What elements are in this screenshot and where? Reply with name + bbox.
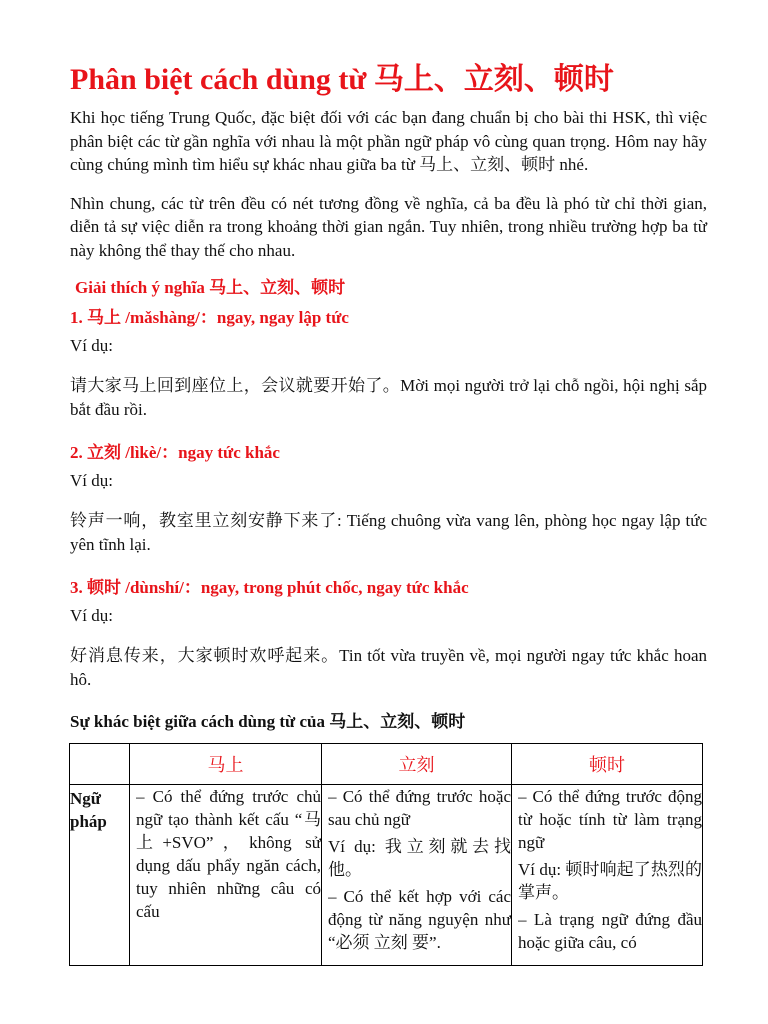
cell-text: – Có thể kết hợp với các động từ năng nguyện như “必须 立刻 要”. [328,887,511,952]
example-sentence: 请大家马上回到座位上，会议就要开始了。Mời mọi người trở lại chỗ ngồi, hội nghị sắp bắt đầu rồi. [70,376,707,419]
comparison-table [69,743,703,966]
table-cell [130,785,322,966]
example-label: Ví dụ: [70,471,113,490]
cell-text: – Có thể đứng trước chủ ngữ tạo thành kết cấu “马上+SVO”，không sử dụng dấu phẩy ngăn cách, tuy nhiên những câu có cấu [136,787,321,921]
row-label-text: Ngữ pháp [70,789,107,831]
example-sentence: 好消息传来，大家顿时欢呼起来。Tin tốt vừa truyền về, mọi người ngay tức khắc hoan hô. [70,646,707,689]
table-header-cell [70,744,130,785]
cell-text: – Có thể đứng trước hoặc sau chủ ngữ [328,787,511,829]
table-header-cell: 马上 [130,744,322,785]
example-label: Ví dụ: [70,606,113,625]
word-heading-like: 2. 立刻 /lìkè/：ngay tức khắc [70,443,280,462]
row-label [70,785,130,966]
page-title: Phân biệt cách dùng từ 马上、立刻、顿时 [70,63,614,96]
table-row [70,785,703,966]
intro-paragraph: Khi học tiếng Trung Quốc, đặc biệt đối với các bạn đang chuẩn bị cho bài thi HSK, thì việc phân biệt các từ gần nghĩa với nhau là một phần ngữ pháp vô cùng quan trọng. Hôm nay hãy cùng chúng mình tìm hiểu sự khác nhau giữa ba từ 马上、立刻、顿时 nhé. [70,108,707,174]
cell-text: – Có thể đứng trước động từ hoặc tính từ làm trạng ngữ [518,787,702,852]
document-body [70,60,707,735]
table-header-cell: 立刻 [322,744,512,785]
summary-paragraph: Nhìn chung, các từ trên đều có nét tương đồng về nghĩa, cả ba đều là phó từ chỉ thời gian, diễn tả sự việc diễn ra trong khoảng thời gian ngắn. Tuy nhiên, trong nhiều trường hợp ba từ này không thể thay thế cho nhau. [70,193,707,260]
cell-text: – Là trạng ngữ đứng đầu hoặc giữa câu, có [518,910,702,952]
example-sentence: 铃声一响，教室里立刻安静下来了: Tiếng chuông vừa vang lên, phòng học ngay lập tức yên tĩnh lại. [70,511,707,554]
table-header-cell: 顿时 [512,744,703,785]
table-cell [512,785,703,966]
explain-section-title: Giải thích ý nghĩa 马上、立刻、顿时 [75,278,346,297]
comparison-title: Sự khác biệt giữa cách dùng từ của 马上、立刻、顿时 [70,712,466,731]
word-heading-dunshi: 3. 顿时 /dùnshí/：ngay, trong phút chốc, ngay tức khắc [70,578,469,597]
cell-example: Ví dụ: 我立刻就去找他。 [328,837,511,879]
word-heading-mashang: 1. 马上 /mǎshàng/：ngay, ngay lập tức [70,308,349,327]
example-label: Ví dụ: [70,336,113,355]
table-cell [322,785,512,966]
cell-example: Ví dụ: 顿时响起了热烈的掌声。 [518,860,702,902]
table-header-row [70,744,703,785]
